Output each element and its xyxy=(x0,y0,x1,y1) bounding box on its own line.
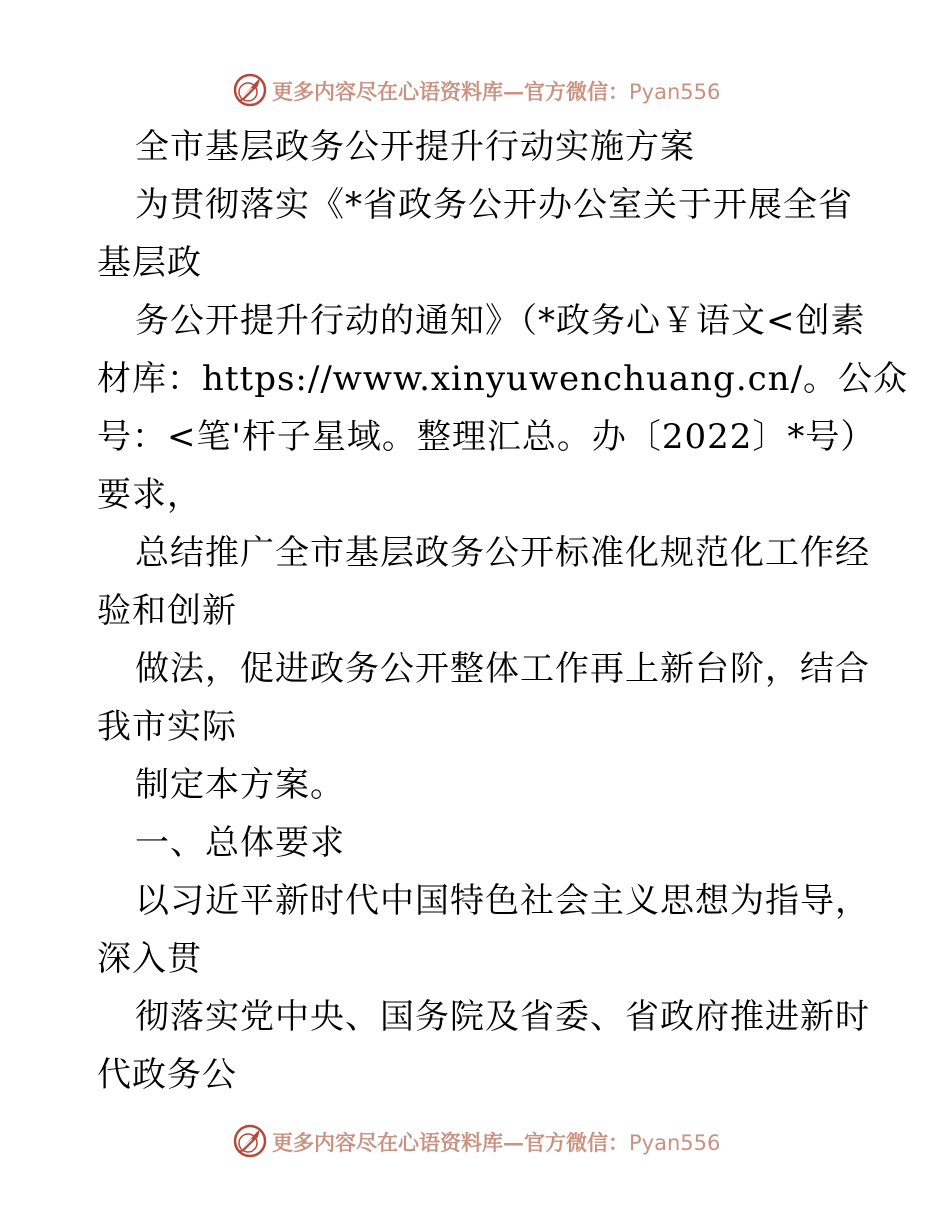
banner-wechat-id: Pyan556 xyxy=(629,80,721,104)
document-line: 深入贯 xyxy=(97,939,202,979)
document-line: 验和创新 xyxy=(97,591,237,631)
footer-banner xyxy=(0,1121,950,1161)
banner-text xyxy=(272,76,720,106)
banner-text xyxy=(272,1127,720,1157)
document-line: 制定本方案。 xyxy=(135,765,345,805)
quill-pen-icon xyxy=(232,1123,268,1159)
document-line: 以习近平新时代中国特色社会主义思想为指导， xyxy=(135,881,870,921)
document-line: 基层政 xyxy=(97,243,202,283)
banner-label: 更多内容尽在心语资料库—官方微信： xyxy=(272,1130,629,1155)
document-line: 务公开提升行动的通知》（*政务心￥语文<创素 xyxy=(135,301,866,341)
document-line: 材库：https://www.xinyuwenchuang.cn/。公众 xyxy=(97,359,909,399)
document-line: 要求， xyxy=(97,475,202,515)
document-line: 代政务公 xyxy=(97,1055,237,1095)
quill-pen-icon xyxy=(232,72,268,108)
document-body xyxy=(97,118,909,1104)
document-line: 彻落实党中央、国务院及省委、省政府推进新时 xyxy=(135,997,870,1037)
document-line: 一、总体要求 xyxy=(135,823,345,863)
document-line: 总结推广全市基层政务公开标准化规范化工作经 xyxy=(135,533,870,573)
document-line: 我市实际 xyxy=(97,707,237,747)
header-banner xyxy=(0,70,950,110)
document-line: 全市基层政务公开提升行动实施方案 xyxy=(135,127,695,167)
banner-label: 更多内容尽在心语资料库—官方微信： xyxy=(272,79,629,104)
document-line: 做法，促进政务公开整体工作再上新台阶，结合 xyxy=(135,649,870,689)
document-line: 为贯彻落实《*省政务公开办公室关于开展全省 xyxy=(135,185,853,225)
banner-wechat-id: Pyan556 xyxy=(629,1131,721,1155)
document-line: 号：<笔'杆子星域。整理汇总。办〔2022〕*号） xyxy=(97,417,876,457)
